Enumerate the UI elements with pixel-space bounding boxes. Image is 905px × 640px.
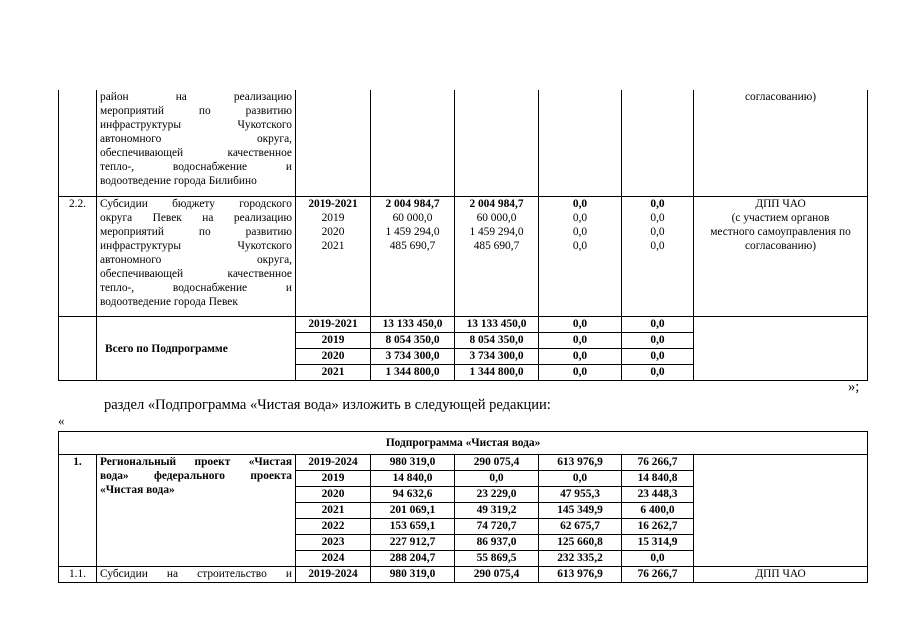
table-title: Подпрограмма «Чистая вода» xyxy=(59,432,868,455)
amendment-paragraph: раздел «Подпрограмма «Чистая вода» изложить в следующей редакции: xyxy=(104,397,551,413)
table-row-continuation xyxy=(59,90,868,197)
row-number: 2.2. xyxy=(59,197,97,317)
table-row-1-1: 1.1. Субсидии на строительство и 2019-2024 980 319,0 290 075,4 613 976,9 76 266,7 ДПП ЧАО xyxy=(59,567,868,583)
regional-cell: 2 004 984,7 60 000,0 1 459 294,0 485 690,7 xyxy=(455,197,539,317)
row-description: район на реализацию мероприятий по развитию инфраструктуры Чукотского автономного округа, обеспечивающей качественное тепло-, водоснабжение и водоотведение города Билибино xyxy=(97,90,296,197)
row-description: Субсидии бюджету городского округа Певек на реализацию мероприятий по развитию инфраструктуры Чукотского автономного округа, обеспечивающей качественное тепло-, водоснабжение и водоотведение города Певек xyxy=(97,197,296,317)
table-row-total: 2020 3 734 300,0 3 734 300,0 0,0 0,0 xyxy=(59,349,868,365)
table-row-1-year: 2019 14 840,0 0,0 0,0 14 840,8 xyxy=(59,471,868,487)
table-row-1-year: 2021 201 069,1 49 319,2 145 349,9 6 400,0 xyxy=(59,503,868,519)
row-executor: ДПП ЧАО (с участием органов местного самоуправления по согласованию) xyxy=(694,197,868,317)
subprogram-table-1 xyxy=(58,90,868,381)
subprogram-table-2 xyxy=(58,431,868,583)
table-row-1-year: 2020 94 632,6 23 229,0 47 955,3 23 448,3 xyxy=(59,487,868,503)
table-row-2-2 xyxy=(59,197,868,317)
table-row-1-year: 2024 288 204,7 55 869,5 232 335,2 0,0 xyxy=(59,551,868,567)
row-executor: ДПП ЧАО xyxy=(694,567,868,583)
table-row-total: Всего по Подпрограмме 2019-2021 13 133 450,0 13 133 450,0 0,0 0,0 xyxy=(59,317,868,333)
table-title-row xyxy=(59,432,868,455)
table-row-total: 2019 8 054 350,0 8 054 350,0 0,0 0,0 xyxy=(59,333,868,349)
other-cell: 0,0 0,0 0,0 0,0 xyxy=(622,197,694,317)
row-number: 1.1. xyxy=(59,567,97,583)
row-description: Субсидии на строительство и xyxy=(97,567,296,583)
row-description: Региональный проект «Чистая вода» федерального проекта «Чистая вода» xyxy=(97,455,296,567)
total-label: Всего по Подпрограмме xyxy=(97,317,296,381)
row-executor: согласованию) xyxy=(694,90,868,197)
table-row-1-year: 2023 227 912,7 86 937,0 125 660,8 15 314,9 xyxy=(59,535,868,551)
table-row-1: 1. Региональный проект «Чистая вода» федерального проекта «Чистая вода» 2019-2024 980 319,0 290 075,4 613 976,9 76 266,7 xyxy=(59,455,868,471)
opening-quote: « xyxy=(58,413,65,428)
closing-quote: »; xyxy=(848,379,860,395)
total-cell: 2 004 984,7 60 000,0 1 459 294,0 485 690,7 xyxy=(371,197,455,317)
table-row-1-year: 2022 153 659,1 74 720,7 62 675,7 16 262,7 xyxy=(59,519,868,535)
federal-cell: 0,0 0,0 0,0 0,0 xyxy=(539,197,622,317)
table-row-total: 2021 1 344 800,0 1 344 800,0 0,0 0,0 xyxy=(59,365,868,381)
row-number: 1. xyxy=(59,455,97,567)
years-cell: 2019-2021 2019 2020 2021 xyxy=(296,197,371,317)
